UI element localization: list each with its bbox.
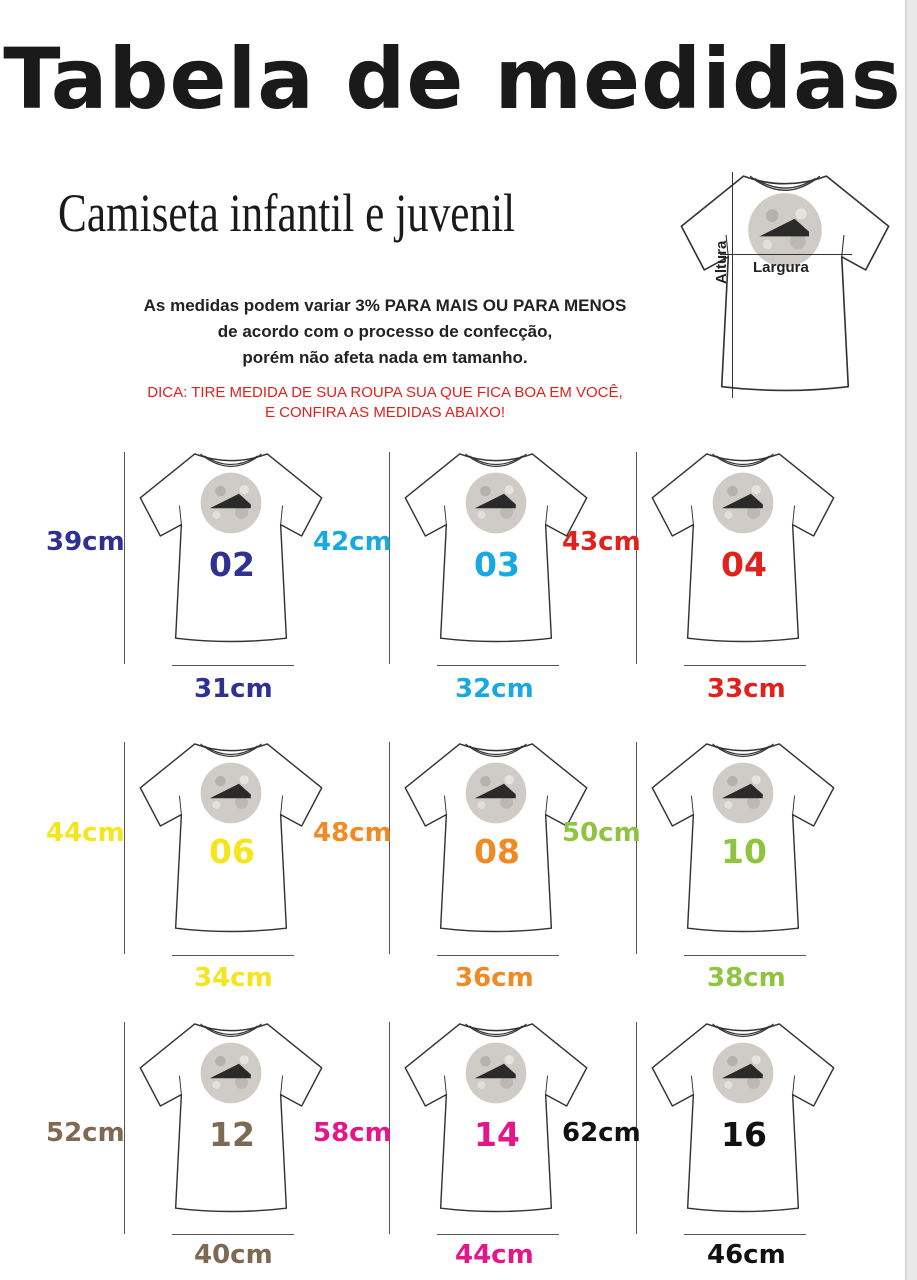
width-measure-line bbox=[684, 1234, 806, 1235]
width-label: Largura bbox=[753, 259, 809, 276]
width-value: 33cm bbox=[707, 674, 786, 704]
brand-logo-icon bbox=[710, 760, 776, 826]
width-value: 32cm bbox=[455, 674, 534, 704]
note-line-2: de acordo com o processo de confecção, bbox=[217, 322, 553, 341]
width-value: 40cm bbox=[194, 1240, 273, 1270]
height-value: 48cm bbox=[313, 818, 392, 848]
height-measure-line bbox=[732, 172, 733, 398]
page-title: Tabela de medidas bbox=[3, 30, 902, 128]
width-measure-line bbox=[437, 665, 559, 666]
size-number: 14 bbox=[474, 1115, 520, 1154]
tip-line-1: DICA: TIRE MEDIDA DE SUA ROUPA SUA QUE FICA BOA EM VOCÊ, bbox=[147, 384, 623, 401]
measurement-diagram bbox=[665, 158, 905, 408]
size-number: 10 bbox=[721, 832, 767, 871]
size-number: 08 bbox=[474, 832, 520, 871]
height-measure-line bbox=[124, 742, 125, 954]
width-value: 34cm bbox=[194, 963, 273, 993]
size-number: 02 bbox=[209, 545, 255, 584]
brand-logo-icon bbox=[710, 1040, 776, 1106]
width-value: 36cm bbox=[455, 963, 534, 993]
width-measure-line bbox=[172, 665, 294, 666]
width-value: 31cm bbox=[194, 674, 273, 704]
width-measure-line bbox=[684, 955, 806, 956]
width-value: 46cm bbox=[707, 1240, 786, 1270]
brand-logo-icon bbox=[198, 1040, 264, 1106]
height-value: 42cm bbox=[313, 527, 392, 557]
width-measure-line bbox=[437, 1234, 559, 1235]
height-measure-line bbox=[389, 452, 390, 664]
width-measure-line bbox=[172, 1234, 294, 1235]
brand-logo-icon bbox=[463, 470, 529, 536]
height-value: 39cm bbox=[46, 527, 125, 557]
height-value: 62cm bbox=[562, 1118, 641, 1148]
tip-line-2: E CONFIRA AS MEDIDAS ABAIXO! bbox=[264, 404, 506, 421]
brand-logo-icon bbox=[463, 1040, 529, 1106]
brand-logo-icon bbox=[198, 470, 264, 536]
size-number: 04 bbox=[721, 545, 767, 584]
brand-logo-icon bbox=[198, 760, 264, 826]
page-subtitle: Camiseta infantil e juvenil bbox=[58, 183, 516, 243]
height-value: 52cm bbox=[46, 1118, 125, 1148]
height-value: 58cm bbox=[313, 1118, 392, 1148]
height-measure-line bbox=[124, 452, 125, 664]
brand-logo-icon bbox=[463, 760, 529, 826]
width-measure-line bbox=[437, 955, 559, 956]
width-measure-line bbox=[720, 254, 852, 255]
note-line-1: As medidas podem variar 3% PARA MAIS OU PARA MENOS bbox=[143, 296, 627, 315]
height-measure-line bbox=[636, 452, 637, 664]
height-value: 50cm bbox=[562, 818, 641, 848]
size-number: 12 bbox=[209, 1115, 255, 1154]
brand-logo-icon bbox=[745, 190, 825, 270]
height-value: 43cm bbox=[562, 527, 641, 557]
height-value: 44cm bbox=[46, 818, 125, 848]
height-measure-line bbox=[636, 742, 637, 954]
height-measure-line bbox=[389, 742, 390, 954]
note-line-3: porém não afeta nada em tamanho. bbox=[242, 348, 528, 367]
size-number: 16 bbox=[721, 1115, 767, 1154]
width-measure-line bbox=[684, 665, 806, 666]
height-label: Altura bbox=[713, 240, 730, 284]
width-value: 38cm bbox=[707, 963, 786, 993]
brand-logo-icon bbox=[710, 470, 776, 536]
width-measure-line bbox=[172, 955, 294, 956]
size-number: 03 bbox=[474, 545, 520, 584]
size-number: 06 bbox=[209, 832, 255, 871]
width-value: 44cm bbox=[455, 1240, 534, 1270]
